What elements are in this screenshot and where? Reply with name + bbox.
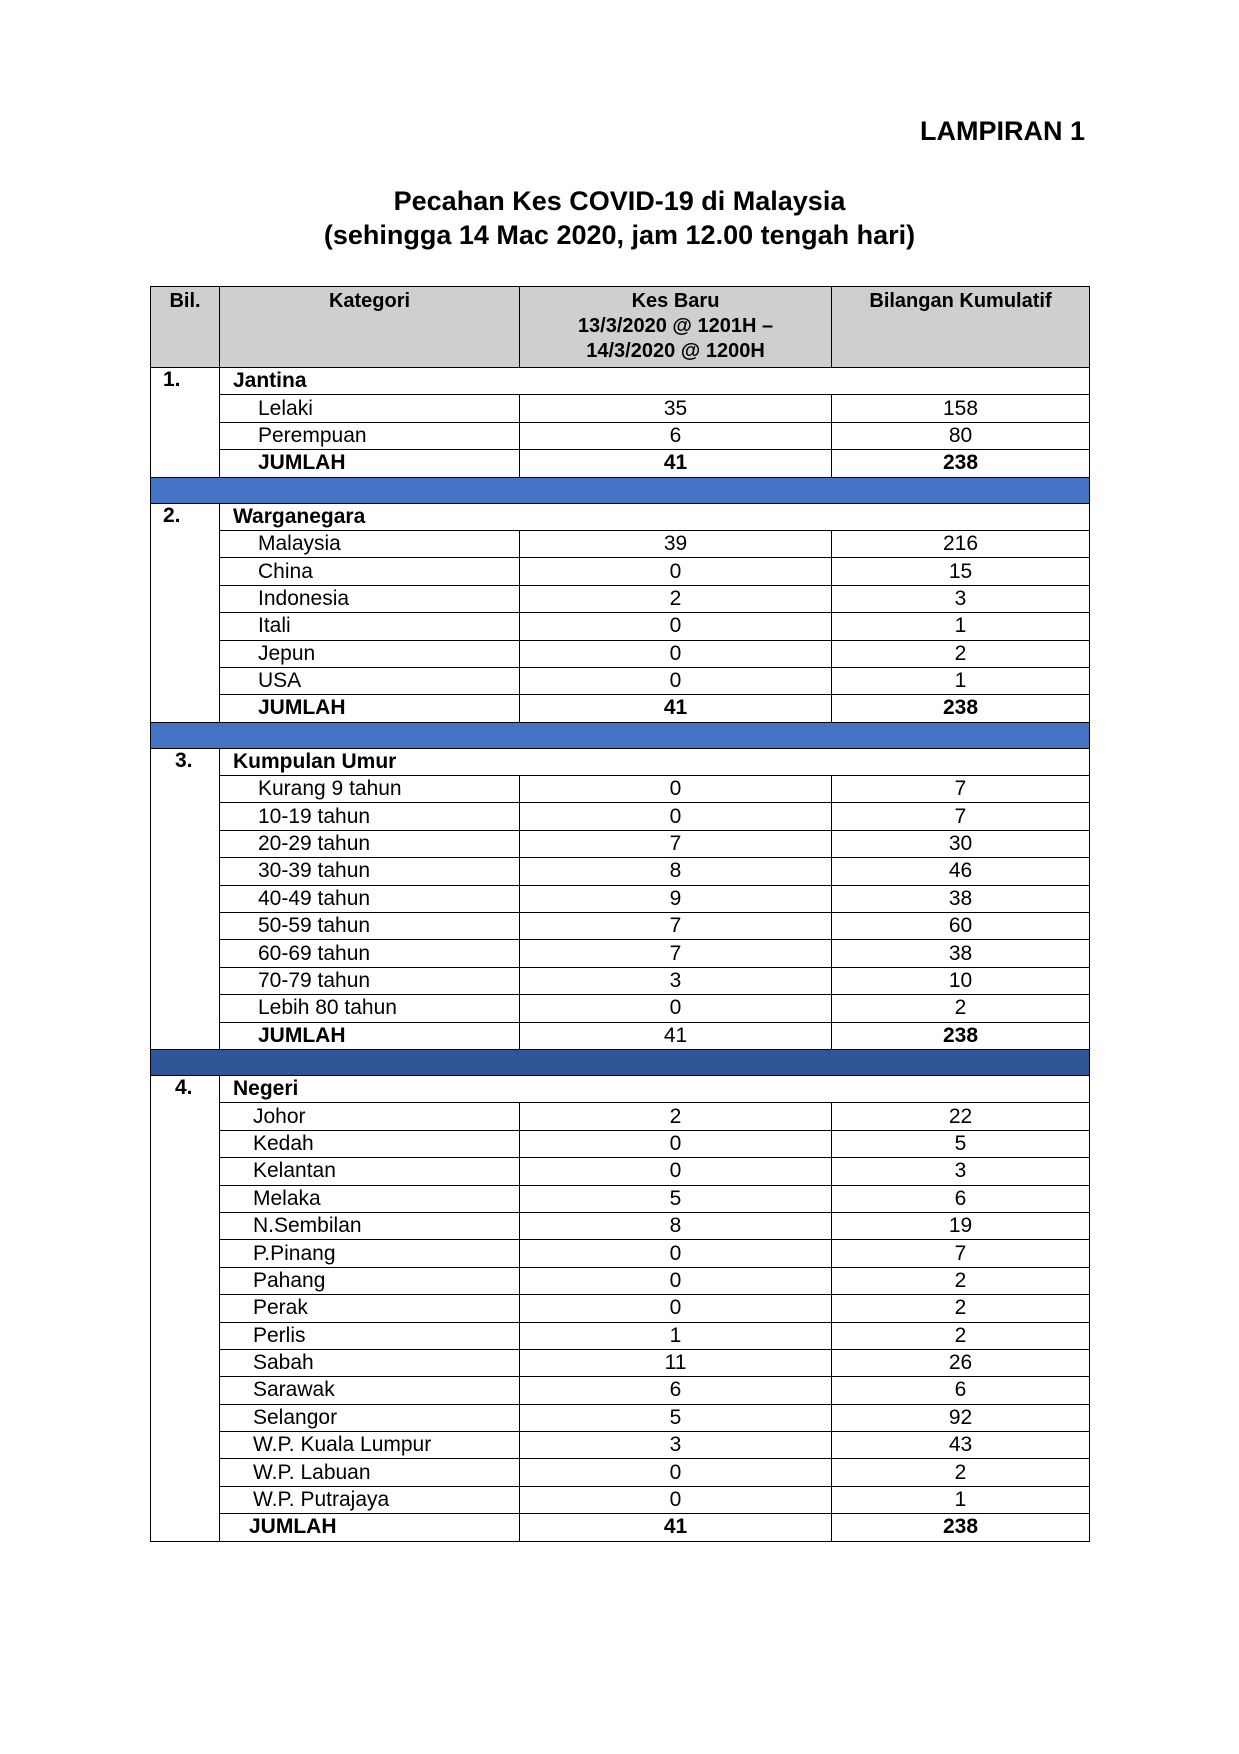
row-label: USA (220, 667, 520, 694)
table-row (151, 1459, 1090, 1486)
total-cumulative: 238 (832, 450, 1090, 477)
row-new-cases: 5 (520, 1404, 832, 1431)
row-label: Sabah (220, 1349, 520, 1376)
total-new-cases: 41 (520, 450, 832, 477)
row-cumulative: 7 (832, 803, 1090, 830)
title-line-1: Pecahan Kes COVID-19 di Malaysia (393, 186, 846, 216)
total-label: JUMLAH (220, 450, 520, 477)
row-label: 70-79 tahun (220, 967, 520, 994)
row-label: Pahang (220, 1267, 520, 1294)
total-row (151, 695, 1090, 722)
row-label: Malaysia (220, 530, 520, 557)
total-cumulative: 238 (832, 1514, 1090, 1541)
total-row (151, 450, 1090, 477)
section-separator (151, 722, 1090, 748)
table-row (151, 613, 1090, 640)
row-label: 50-59 tahun (220, 913, 520, 940)
section-title: Jantina (220, 368, 1090, 395)
table-row (151, 1349, 1090, 1376)
document-title (0, 184, 1239, 252)
row-new-cases: 7 (520, 913, 832, 940)
row-label: China (220, 558, 520, 585)
row-new-cases: 9 (520, 885, 832, 912)
total-cumulative: 238 (832, 1022, 1090, 1049)
row-cumulative: 30 (832, 830, 1090, 857)
row-new-cases: 0 (520, 667, 832, 694)
row-new-cases: 0 (520, 613, 832, 640)
row-label: Sarawak (220, 1377, 520, 1404)
row-cumulative: 2 (832, 1295, 1090, 1322)
row-cumulative: 2 (832, 1267, 1090, 1294)
section-separator (151, 1049, 1090, 1075)
row-new-cases: 0 (520, 1240, 832, 1267)
table-row (151, 1240, 1090, 1267)
header-kes-baru (520, 287, 832, 368)
table-row (151, 885, 1090, 912)
section-number: 2. (151, 503, 220, 722)
row-new-cases: 3 (520, 1432, 832, 1459)
row-cumulative: 7 (832, 1240, 1090, 1267)
row-label: Kedah (220, 1130, 520, 1157)
row-label: Kelantan (220, 1158, 520, 1185)
row-new-cases: 39 (520, 530, 832, 557)
section-title: Warganegara (220, 503, 1090, 530)
row-new-cases: 3 (520, 967, 832, 994)
section-header-row (151, 368, 1090, 395)
row-new-cases: 0 (520, 995, 832, 1022)
row-label: Perak (220, 1295, 520, 1322)
row-cumulative: 38 (832, 940, 1090, 967)
row-cumulative: 15 (832, 558, 1090, 585)
table-row (151, 776, 1090, 803)
row-label: Selangor (220, 1404, 520, 1431)
row-new-cases: 11 (520, 1349, 832, 1376)
row-new-cases: 0 (520, 1267, 832, 1294)
table-row (151, 530, 1090, 557)
row-cumulative: 60 (832, 913, 1090, 940)
appendix-label: LAMPIRAN 1 (919, 116, 1085, 146)
table-row (151, 803, 1090, 830)
table-row (151, 858, 1090, 885)
row-cumulative: 216 (832, 530, 1090, 557)
row-new-cases: 6 (520, 422, 832, 449)
row-cumulative: 1 (832, 667, 1090, 694)
row-label: W.P. Kuala Lumpur (220, 1432, 520, 1459)
header-bil: Bil. (151, 287, 220, 368)
section-number: 1. (151, 368, 220, 478)
table-row (151, 558, 1090, 585)
table-row (151, 940, 1090, 967)
header-kes-baru-title: Kes Baru (631, 290, 720, 312)
row-label: 10-19 tahun (220, 803, 520, 830)
table-row (151, 830, 1090, 857)
row-label: Indonesia (220, 585, 520, 612)
row-label: Itali (220, 613, 520, 640)
header-kes-baru-to: 14/3/2020 @ 1200H (586, 340, 765, 362)
title-line-2: (sehingga 14 Mac 2020, jam 12.00 tengah hari) (323, 220, 916, 250)
table-row (151, 1404, 1090, 1431)
total-new-cases: 41 (520, 695, 832, 722)
section-header-row (151, 503, 1090, 530)
total-new-cases: 41 (520, 1514, 832, 1541)
row-new-cases: 8 (520, 858, 832, 885)
table-row (151, 1377, 1090, 1404)
total-row (151, 1022, 1090, 1049)
table-row (151, 1212, 1090, 1239)
section-separator (151, 477, 1090, 503)
separator-bar (151, 477, 1090, 503)
row-label: Kurang 9 tahun (220, 776, 520, 803)
row-label: Jepun (220, 640, 520, 667)
table-row (151, 1158, 1090, 1185)
table-row (151, 667, 1090, 694)
table-row (151, 1322, 1090, 1349)
row-new-cases: 5 (520, 1185, 832, 1212)
row-cumulative: 6 (832, 1377, 1090, 1404)
table-row (151, 1130, 1090, 1157)
table-header-row (151, 287, 1090, 368)
row-new-cases: 6 (520, 1377, 832, 1404)
row-label: Lebih 80 tahun (220, 995, 520, 1022)
row-cumulative: 92 (832, 1404, 1090, 1431)
row-cumulative: 80 (832, 422, 1090, 449)
row-cumulative: 38 (832, 885, 1090, 912)
row-cumulative: 5 (832, 1130, 1090, 1157)
table-row (151, 1486, 1090, 1513)
row-label: Johor (220, 1103, 520, 1130)
total-label: JUMLAH (220, 695, 520, 722)
header-kumulatif: Bilangan Kumulatif (832, 287, 1090, 368)
row-cumulative: 10 (832, 967, 1090, 994)
separator-bar (151, 722, 1090, 748)
row-new-cases: 0 (520, 1158, 832, 1185)
table-row (151, 395, 1090, 422)
row-label: N.Sembilan (220, 1212, 520, 1239)
covid-cases-table (150, 286, 1090, 1542)
row-new-cases: 2 (520, 585, 832, 612)
row-label: P.Pinang (220, 1240, 520, 1267)
table-row (151, 1103, 1090, 1130)
table-row (151, 967, 1090, 994)
row-label: Perlis (220, 1322, 520, 1349)
row-new-cases: 0 (520, 1130, 832, 1157)
header-kes-baru-from: 13/3/2020 @ 1201H – (577, 315, 774, 337)
total-label: JUMLAH (220, 1514, 520, 1541)
row-label: 20-29 tahun (220, 830, 520, 857)
row-new-cases: 1 (520, 1322, 832, 1349)
row-new-cases: 0 (520, 558, 832, 585)
row-cumulative: 6 (832, 1185, 1090, 1212)
row-cumulative: 3 (832, 1158, 1090, 1185)
section-number: 4. (151, 1075, 220, 1541)
row-cumulative: 3 (832, 585, 1090, 612)
section-title: Negeri (220, 1075, 1090, 1102)
row-label: 40-49 tahun (220, 885, 520, 912)
total-new-cases: 41 (520, 1022, 832, 1049)
total-label: JUMLAH (220, 1022, 520, 1049)
row-label: Lelaki (220, 395, 520, 422)
table-row (151, 913, 1090, 940)
row-new-cases: 0 (520, 1459, 832, 1486)
row-cumulative: 46 (832, 858, 1090, 885)
row-label: Perempuan (220, 422, 520, 449)
separator-bar (151, 1049, 1090, 1075)
row-cumulative: 26 (832, 1349, 1090, 1376)
table-row (151, 1185, 1090, 1212)
row-cumulative: 19 (832, 1212, 1090, 1239)
table-row (151, 1295, 1090, 1322)
row-new-cases: 0 (520, 1295, 832, 1322)
row-label: W.P. Putrajaya (220, 1486, 520, 1513)
header-kategori: Kategori (220, 287, 520, 368)
row-cumulative: 22 (832, 1103, 1090, 1130)
section-header-row (151, 1075, 1090, 1102)
row-new-cases: 0 (520, 640, 832, 667)
row-cumulative: 2 (832, 1459, 1090, 1486)
row-new-cases: 35 (520, 395, 832, 422)
row-new-cases: 2 (520, 1103, 832, 1130)
section-number: 3. (151, 748, 220, 1049)
row-label: W.P. Labuan (220, 1459, 520, 1486)
total-row (151, 1514, 1090, 1541)
table-row (151, 640, 1090, 667)
table-row (151, 1267, 1090, 1294)
section-title: Kumpulan Umur (220, 748, 1090, 775)
row-cumulative: 7 (832, 776, 1090, 803)
table-row (151, 1432, 1090, 1459)
row-new-cases: 0 (520, 803, 832, 830)
row-new-cases: 7 (520, 830, 832, 857)
row-new-cases: 7 (520, 940, 832, 967)
row-new-cases: 0 (520, 776, 832, 803)
row-label: 30-39 tahun (220, 858, 520, 885)
row-cumulative: 43 (832, 1432, 1090, 1459)
row-cumulative: 1 (832, 613, 1090, 640)
table-row (151, 422, 1090, 449)
row-new-cases: 0 (520, 1486, 832, 1513)
section-header-row (151, 748, 1090, 775)
table-row (151, 995, 1090, 1022)
row-label: 60-69 tahun (220, 940, 520, 967)
row-cumulative: 2 (832, 995, 1090, 1022)
row-cumulative: 2 (832, 640, 1090, 667)
row-new-cases: 8 (520, 1212, 832, 1239)
total-cumulative: 238 (832, 695, 1090, 722)
row-cumulative: 158 (832, 395, 1090, 422)
table-row (151, 585, 1090, 612)
row-cumulative: 2 (832, 1322, 1090, 1349)
row-cumulative: 1 (832, 1486, 1090, 1513)
row-label: Melaka (220, 1185, 520, 1212)
